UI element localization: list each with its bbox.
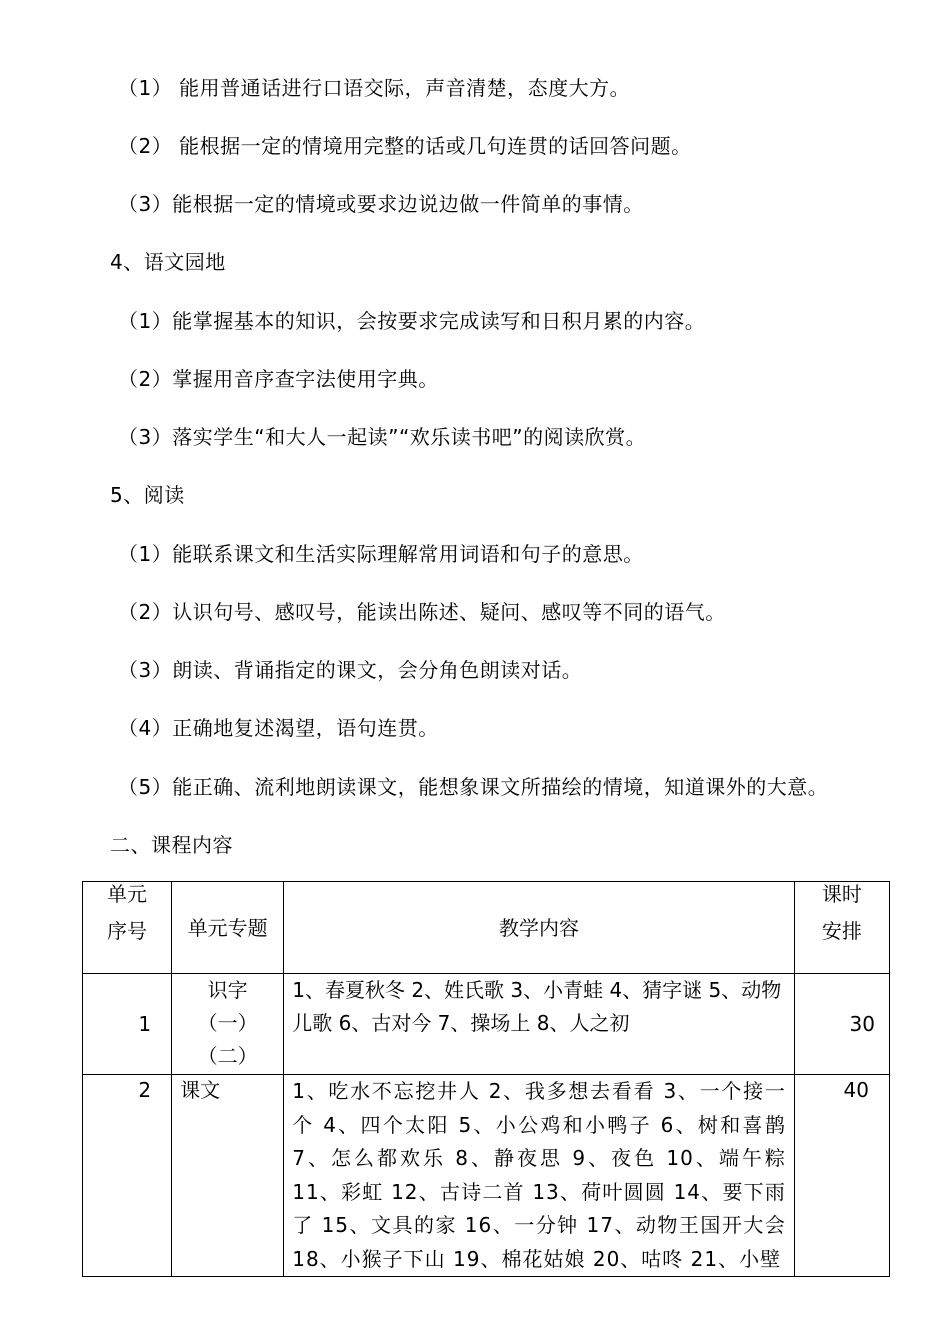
unit-seq-cell: 2 bbox=[83, 1075, 172, 1277]
table-row bbox=[83, 1075, 890, 1277]
header-unit-seq bbox=[83, 882, 172, 974]
teaching-content-cell: 1、吃水不忘挖井人 2、我多想去看看 3、一个接一个 4、四个太阳 5、小公鸡和小鸭子 6、树和喜鹊 7、怎么都欢乐 8、静夜思 9、夜色 10、端午粽 11、彩虹 12、古诗二首 13、荷叶圆圆 14、要下雨了 15、文具的家 16、一分钟 17、动物王国开大会 18、小猴子下山 19、棉花姑娘 20、咕咚 21、小壁 bbox=[284, 1075, 795, 1277]
header-hours bbox=[794, 882, 889, 974]
reading-item-5: （5）能正确、流利地朗读课文，能想象课文所描绘的情境，知道课外的大意。 bbox=[118, 775, 829, 799]
header-hours-line2: 安排 bbox=[821, 919, 862, 943]
header-teaching-content: 教学内容 bbox=[284, 882, 795, 974]
unit-topic-cell: 课文 bbox=[172, 1075, 284, 1277]
table-row bbox=[83, 974, 890, 1075]
unit-topic-cell bbox=[172, 974, 284, 1075]
yuandi-item-3: （3）落实学生“和大人一起读”“欢乐读书吧”的阅读欣赏。 bbox=[118, 425, 647, 449]
oral-item-3: （3）能根据一定的情境或要求边说边做一件简单的事情。 bbox=[118, 192, 644, 216]
header-unit-seq-line2: 序号 bbox=[107, 919, 148, 943]
section-heading-yuwen-yuandi: 4、语文园地 bbox=[110, 250, 226, 274]
unit-topic-line3: （二） bbox=[197, 1044, 258, 1068]
oral-item-1: （1） 能用普通话进行口语交际，声音清楚，态度大方。 bbox=[118, 76, 631, 100]
reading-item-1: （1）能联系课文和生活实际理解常用词语和句子的意思。 bbox=[118, 542, 644, 566]
reading-item-2: （2）认识句号、感叹号，能读出陈述、疑问、感叹等不同的语气。 bbox=[118, 600, 726, 624]
yuandi-item-2: （2）掌握用音序查字法使用字典。 bbox=[118, 367, 439, 391]
oral-item-2: （2） 能根据一定的情境用完整的话或几句连贯的话回答问题。 bbox=[118, 134, 692, 158]
reading-item-3: （3）朗读、背诵指定的课文，会分角色朗读对话。 bbox=[118, 658, 583, 682]
unit-seq-cell: 1 bbox=[83, 974, 172, 1075]
header-hours-line1: 课时 bbox=[821, 882, 862, 906]
section-heading-reading: 5、阅读 bbox=[110, 483, 185, 507]
reading-item-4: （4）正确地复述渴望，语句连贯。 bbox=[118, 716, 439, 740]
header-unit-seq-line1: 单元 bbox=[107, 882, 148, 906]
section-heading-course-content: 二、课程内容 bbox=[110, 833, 233, 857]
hours-cell: 40 bbox=[794, 1075, 889, 1277]
header-unit-topic: 单元专题 bbox=[172, 882, 284, 974]
course-content-table bbox=[82, 881, 890, 1277]
unit-topic-line1: 识字 bbox=[207, 978, 248, 1002]
hours-cell: 30 bbox=[794, 974, 889, 1075]
teaching-content-cell: 1、春夏秋冬 2、姓氏歌 3、小青蛙 4、猜字谜 5、动物儿歌 6、古对今 7、操场上 8、人之初 bbox=[284, 974, 795, 1075]
table-header-row bbox=[83, 882, 890, 974]
unit-topic-line2: （一） bbox=[197, 1011, 258, 1035]
yuandi-item-1: （1）能掌握基本的知识，会按要求完成读写和日积月累的内容。 bbox=[118, 309, 706, 333]
